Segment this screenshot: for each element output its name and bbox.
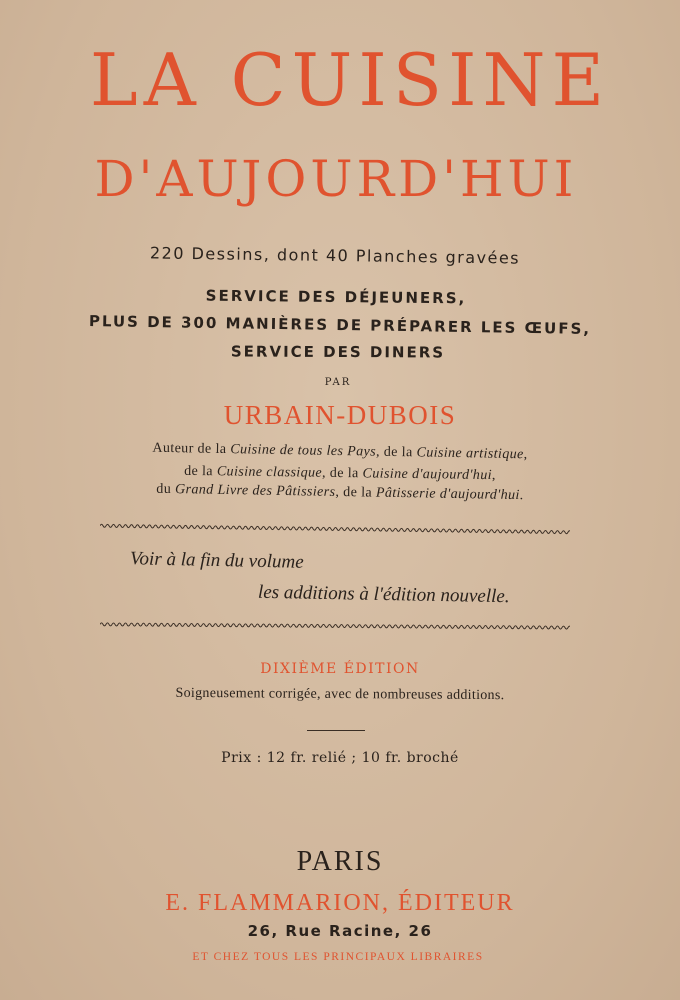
booksellers-line: ET CHEZ TOUS LES PRINCIPAUX LIBRAIRES [192, 951, 484, 963]
credit-text: , [523, 447, 528, 463]
service-line-2: PLUS DE 300 MANIÈRES DE PRÉPARER LES ŒUFS, [88, 312, 592, 338]
wavy-rule-top [100, 522, 570, 537]
illustrations-note: 220 Dessins, dont 40 Planches gravées [149, 243, 521, 268]
wavy-line [100, 623, 570, 629]
credit-text: , de la [375, 444, 417, 461]
service-line-1: SERVICE DES DÉJEUNERS, [205, 286, 467, 308]
city-name: PARIS [296, 846, 384, 877]
book-title-reference: Cuisine de tous les Pays [230, 442, 377, 460]
book-title-reference: Pâtisserie d'aujourd'hui [375, 485, 520, 504]
book-title-reference: Cuisine d'aujourd'hui [362, 466, 493, 484]
price-line: Prix : 12 fr. relié ; 10 fr. broché [221, 750, 459, 766]
credit-text: du [156, 481, 176, 498]
credit-text: de la [184, 463, 217, 480]
short-divider [307, 730, 365, 731]
book-title-line-1: LA CUISINE [89, 38, 611, 122]
wavy-rule-bottom [100, 620, 570, 631]
publisher-address: 26, Rue Racine, 26 [247, 922, 433, 940]
note-line-2: les additions à l'édition nouvelle. [257, 581, 510, 608]
par-label: PAR [324, 377, 352, 388]
credit-text: . [519, 488, 524, 504]
edition-note: Soigneusement corrigée, avec de nombreuses additions. [175, 685, 505, 704]
credit-text: Auteur de la [152, 440, 231, 458]
wavy-line [100, 524, 570, 534]
book-title-reference: Cuisine artistique [416, 445, 524, 463]
edition-label: DIXIÈME ÉDITION [260, 661, 420, 677]
author-name: URBAIN-DUBOIS [223, 400, 457, 430]
credit-text: , de la [321, 465, 363, 482]
note-line-1: Voir à la fin du volume [129, 548, 304, 573]
book-title-reference: Grand Livre des Pâtissiers [174, 482, 336, 500]
credit-text: , [491, 468, 496, 484]
publisher-name: E. FLAMMARION, ÉDITEUR [165, 890, 515, 916]
service-line-3: SERVICE DES DINERS [230, 342, 446, 362]
book-title-reference: Cuisine classique [216, 464, 323, 481]
book-title-line-2: D'AUJOURD'HUI [94, 150, 578, 208]
credit-text: , de la [335, 484, 377, 501]
